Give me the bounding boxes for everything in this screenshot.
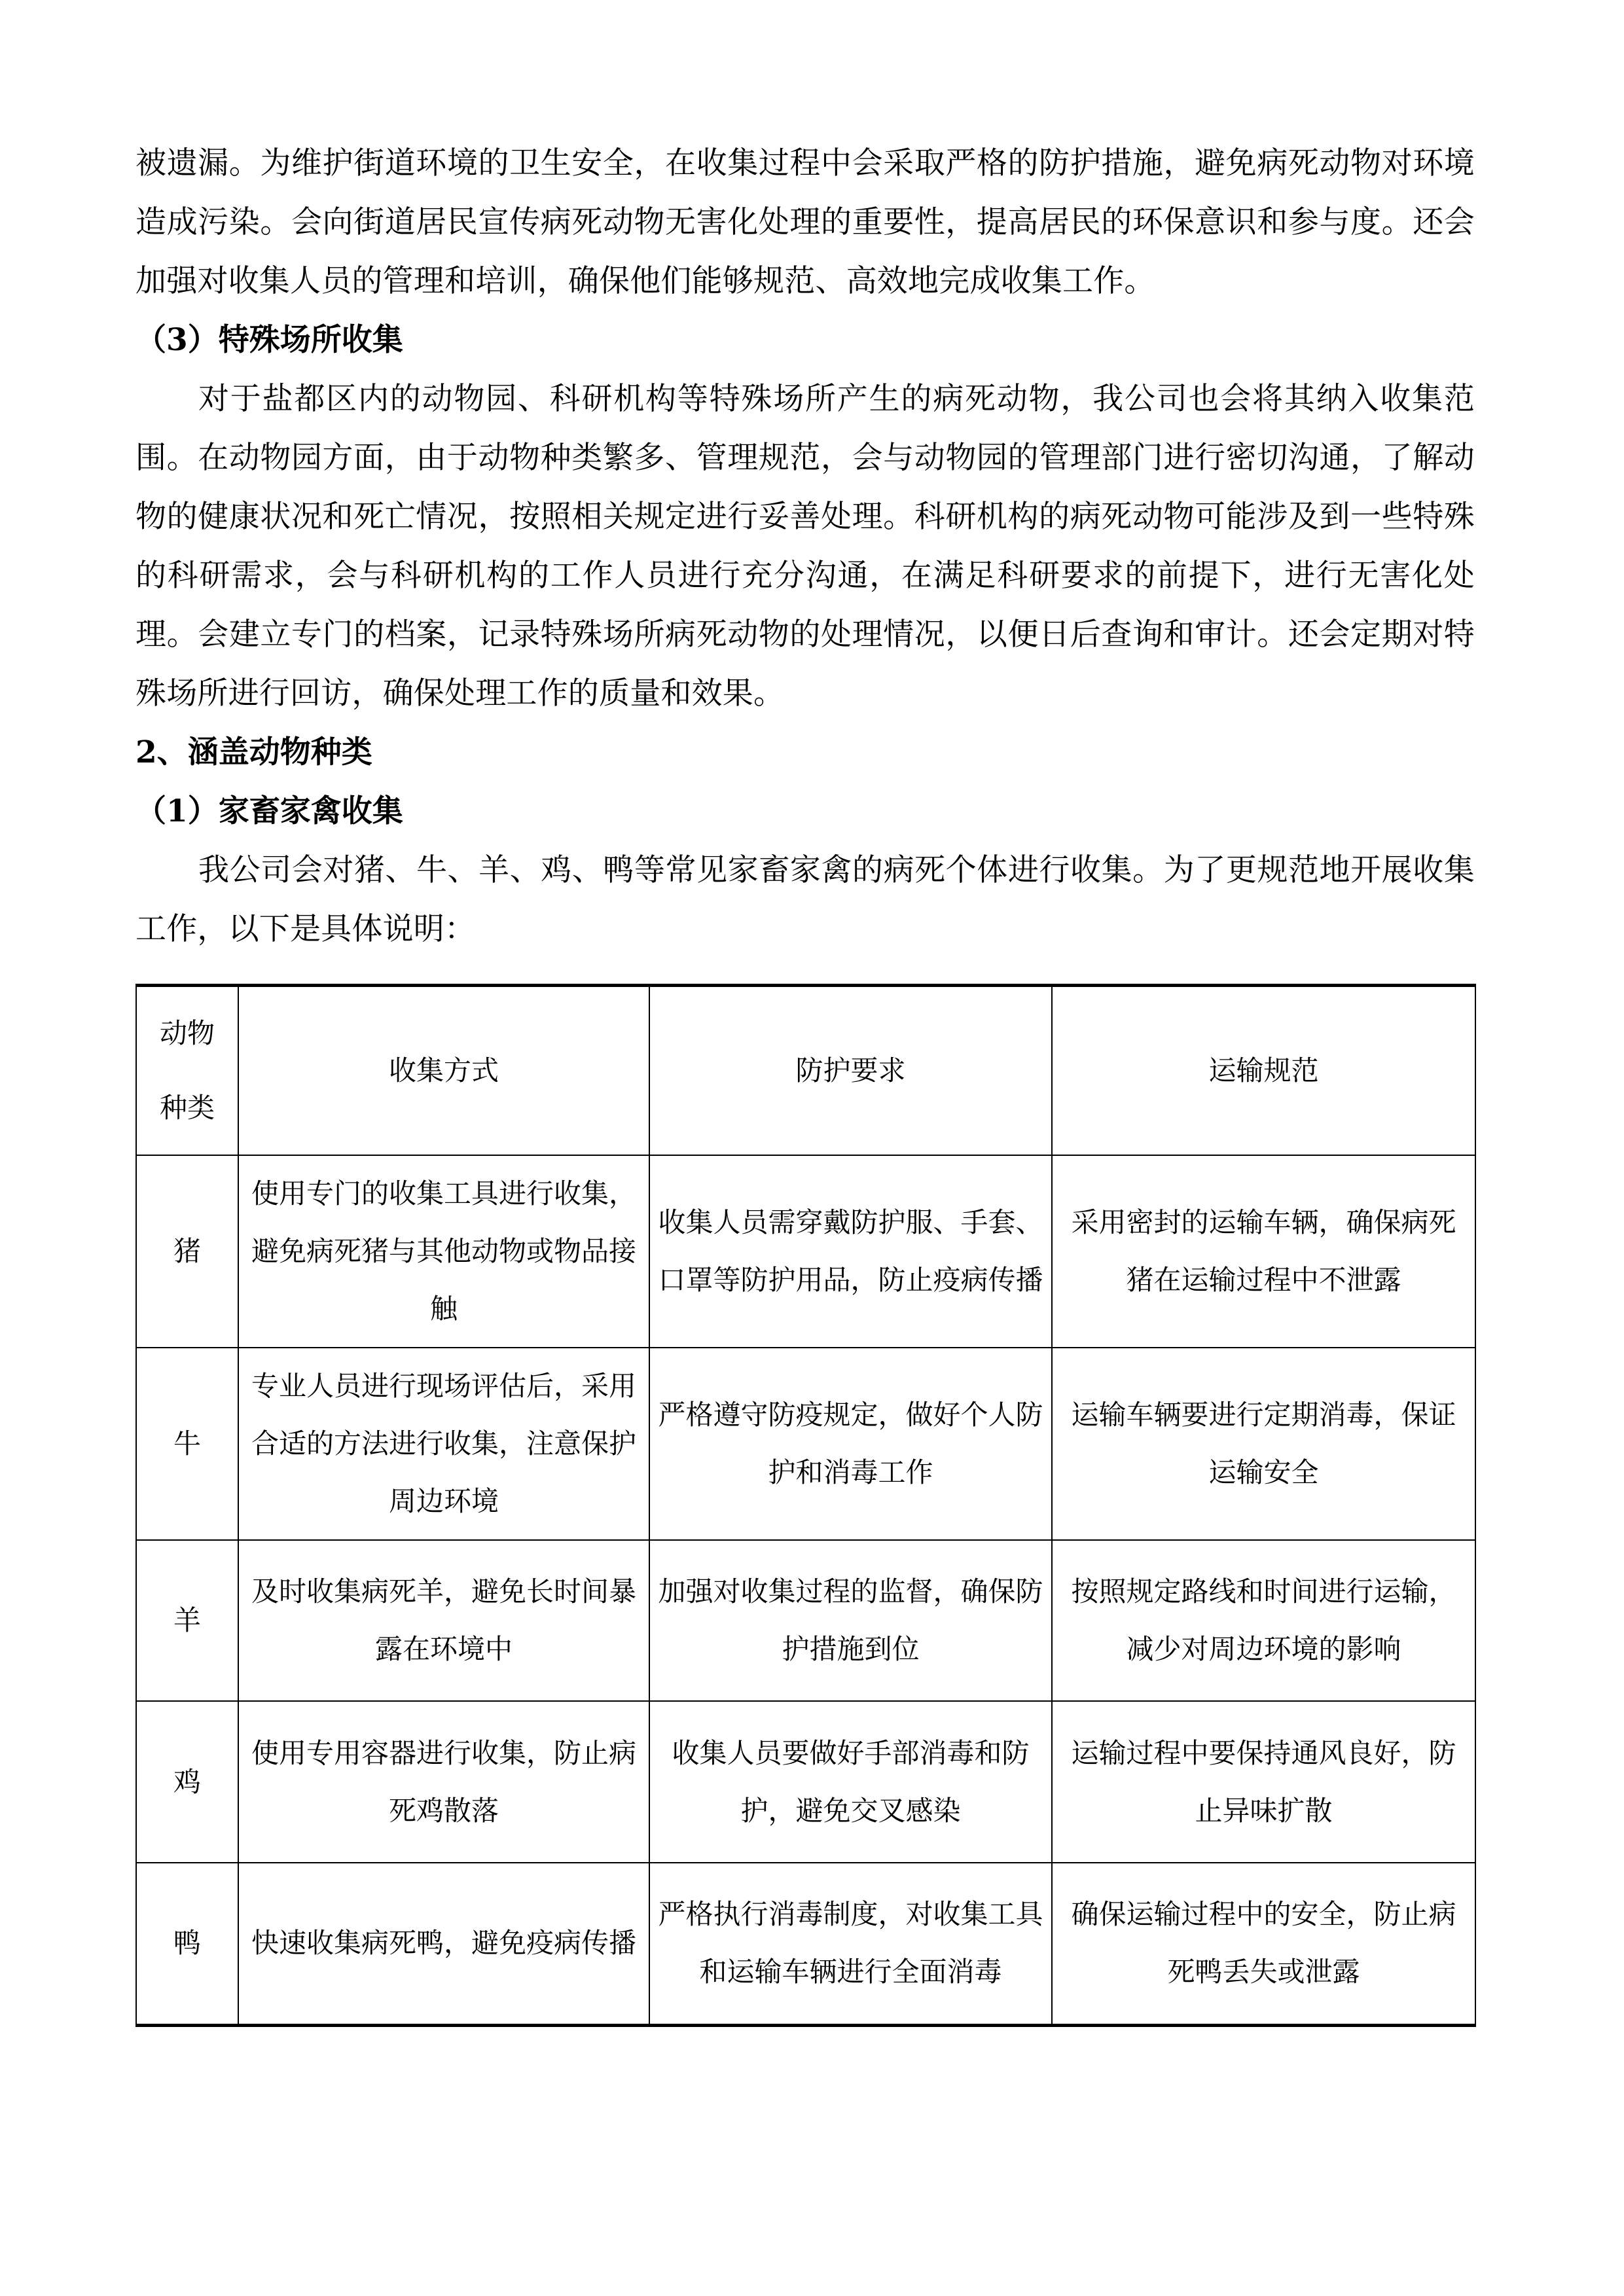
table-cell-collection-method: 使用专用容器进行收集，防止病死鸡散落 [238,1701,649,1863]
table-row [136,1540,1475,1701]
table-header-animal-kind-line1: 动物 [159,1017,215,1049]
animal-species-table [135,984,1476,2027]
table-header-collection-method: 收集方式 [238,986,649,1156]
table-cell-collection-method: 及时收集病死羊，避免长时间暴露在环境中 [238,1540,649,1701]
table-row [136,1701,1475,1863]
paragraph-special-venue-collection: 对于盐都区内的动物园、科研机构等特殊场所产生的病死动物，我公司也会将其纳入收集范围。在动物园方面，由于动物种类繁多、管理规范，会与动物园的管理部门进行密切沟通，了解动物的健康状况和死亡情况，按照相关规定进行妥善处理。科研机构的病死动物可能涉及到一些特殊的科研需求，会与科研机构的工作人员进行充分沟通，在满足科研要求的前提下，进行无害化处理。会建立专门的档案，记录特殊场所病死动物的处理情况，以便日后查询和审计。还会定期对特殊场所进行回访，确保处理工作的质量和效果。 [135,381,1475,711]
table-header-row [136,986,1475,1156]
table-top-gap [135,959,1475,984]
heading-animal-species-covered: 2、涵盖动物种类 [135,734,372,770]
paragraph-livestock-poultry-intro: 我公司会对猪、牛、羊、鸡、鸭等常见家畜家禽的病死个体进行收集。为了更规范地开展收集工作，以下是具体说明： [135,852,1475,947]
table-cell-transport-standard: 确保运输过程中的安全，防止病死鸭丢失或泄露 [1052,1863,1475,2025]
table-cell-transport-standard: 按照规定路线和时间进行运输，减少对周边环境的影响 [1052,1540,1475,1701]
table-row [136,1348,1475,1540]
table-cell-protection-requirement: 收集人员需穿戴防护服、手套、口罩等防护用品，防止疫病传播 [649,1155,1052,1348]
table-cell-animal-kind: 牛 [136,1348,238,1540]
document-body [135,134,1475,2027]
table-cell-protection-requirement: 严格执行消毒制度，对收集工具和运输车辆进行全面消毒 [649,1863,1052,2025]
table-row [136,1155,1475,1348]
table-cell-protection-requirement: 严格遵守防疫规定，做好个人防护和消毒工作 [649,1348,1052,1540]
table-cell-protection-requirement: 加强对收集过程的监督，确保防护措施到位 [649,1540,1052,1701]
table-row [136,1863,1475,2025]
table-cell-transport-standard: 运输过程中要保持通风良好，防止异味扩散 [1052,1701,1475,1863]
paragraph-street-collection-continued: 被遗漏。为维护街道环境的卫生安全，在收集过程中会采取严格的防护措施，避免病死动物对环境造成污染。会向街道居民宣传病死动物无害化处理的重要性，提高居民的环保意识和参与度。还会加强对收集人员的管理和培训，确保他们能够规范、高效地完成收集工作。 [135,145,1475,299]
table-cell-animal-kind: 猪 [136,1155,238,1348]
table-header-animal-kind [136,986,238,1156]
table-cell-collection-method: 专业人员进行现场评估后，采用合适的方法进行收集，注意保护周边环境 [238,1348,649,1540]
table-cell-animal-kind: 羊 [136,1540,238,1701]
table-cell-transport-standard: 运输车辆要进行定期消毒，保证运输安全 [1052,1348,1475,1540]
table-cell-protection-requirement: 收集人员要做好手部消毒和防护，避免交叉感染 [649,1701,1052,1863]
table-cell-transport-standard: 采用密封的运输车辆，确保病死猪在运输过程中不泄露 [1052,1155,1475,1348]
table-cell-animal-kind: 鸡 [136,1701,238,1863]
table-cell-collection-method: 快速收集病死鸭，避免疫病传播 [238,1863,649,2025]
heading-livestock-poultry-collection: （1）家畜家禽收集 [135,793,403,829]
table-header-animal-kind-line2: 种类 [159,1092,215,1124]
table-header-protection-requirement: 防护要求 [649,986,1052,1156]
table-header-transport-standard: 运输规范 [1052,986,1475,1156]
table-cell-animal-kind: 鸭 [136,1863,238,2025]
table-cell-collection-method: 使用专门的收集工具进行收集，避免病死猪与其他动物或物品接触 [238,1155,649,1348]
heading-special-venue-collection: （3）特殊场所收集 [135,322,403,358]
